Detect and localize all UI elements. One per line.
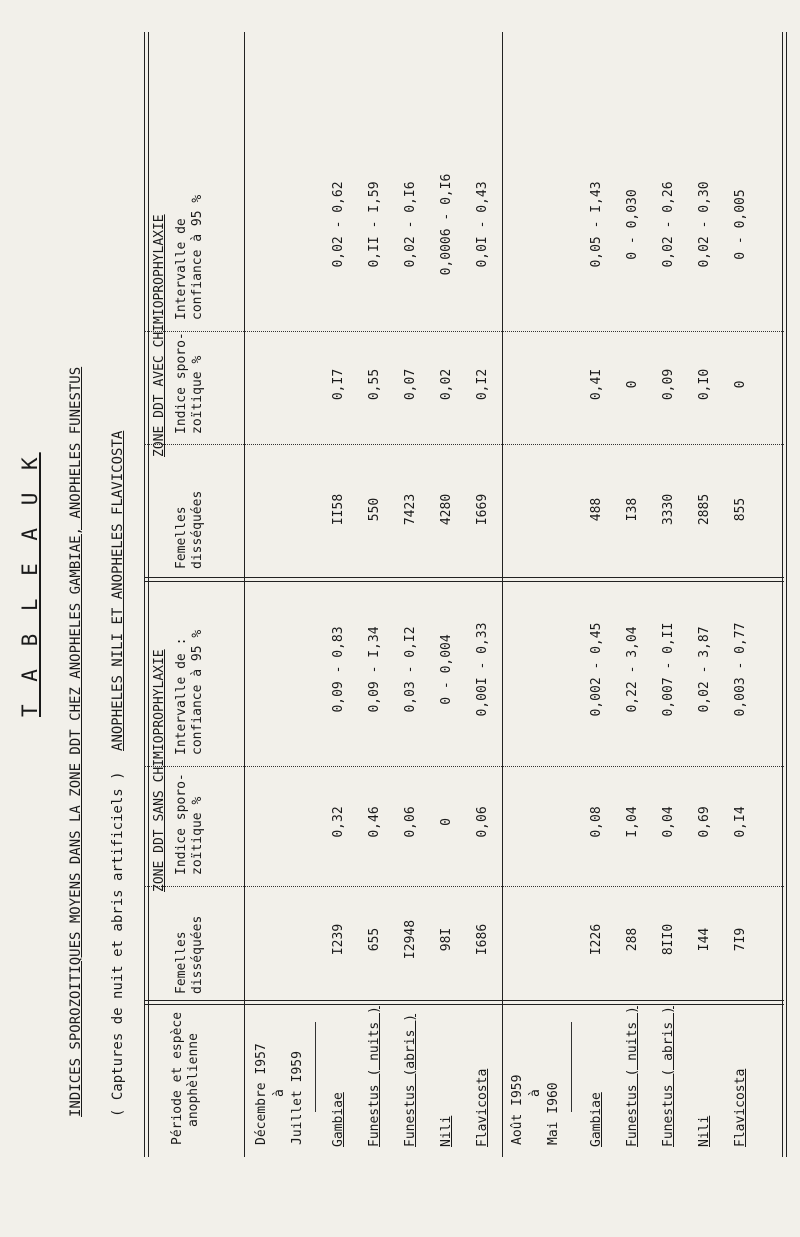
- header-femelles-2: Femelles disséquées: [174, 490, 205, 569]
- header-femelles-1: Femelles disséquées: [174, 915, 205, 994]
- header-zone-avec: ZONE DDT AVEC CHIMIOPROPHYLAXIE: [152, 214, 167, 457]
- table-row: Funestus ( abris ) 8II0 0,04 0,007 - 0,II 3330 0,09 0,02 - 0,26: [660, 181, 676, 1147]
- table-row: Nili I44 0,69 0,02 - 3,87 2885 0,I0 0,02 - 0,30: [696, 181, 712, 1147]
- header-indice-1: Indice sporo- zoïtique %: [174, 773, 205, 875]
- caption-species: ANOPHELES NILI ET ANOPHELES FLAVICOSTA: [110, 430, 126, 751]
- header-intervalle-1: Intervalle de : confiance à 95 %: [174, 629, 205, 755]
- period-rule: [571, 1022, 572, 1112]
- period-label: Août I959: [510, 1074, 525, 1145]
- data-table-period-2: [578, 122, 758, 1157]
- table-bottom-border: [782, 32, 787, 1157]
- page-caption: [110, 431, 126, 1117]
- table-top-border: [144, 32, 149, 1157]
- period-label: à: [272, 1089, 287, 1097]
- header-intervalle-2: Intervalle de confiance à 95 %: [174, 194, 205, 320]
- data-table-period-1: [320, 122, 500, 1157]
- period-rule: [315, 1022, 316, 1112]
- table-row: Nili 98I 0 0 - 0,004 4280 0,02 0,0006 - 0,I6: [438, 173, 454, 1147]
- caption-text: ( Captures de nuit et abris artificiels ): [110, 771, 126, 1117]
- period-label: Juillet I959: [290, 1051, 305, 1145]
- table-row: Flavicosta I686 0,06 0,00I - 0,33 I669 0,I2 0,0I - 0,43: [474, 181, 490, 1147]
- header-period: Période et espèce anophèlienne: [170, 1011, 201, 1145]
- period-separator: [502, 32, 503, 1157]
- period-label: Mai I960: [546, 1082, 561, 1145]
- period-label: Décembre I957: [254, 1043, 269, 1145]
- table-row: Funestus ( nuits ) 655 0,46 0,09 - I,34 550 0,55 0,II - I,59: [366, 181, 382, 1147]
- table-row: Gambiae I239 0,32 0,09 - 0,83 II58 0,I7 0,02 - 0,62: [330, 181, 346, 1147]
- header-bottom-rule: [244, 32, 245, 1157]
- header-zone-sans: ZONE DDT SANS CHIMIOPROPHYLAXIE: [152, 649, 167, 892]
- period-label: à: [528, 1089, 543, 1097]
- page-title: T A B L E A U K: [18, 452, 42, 717]
- page-subtitle: INDICES SPOROZOITIQUES MOYENS DANS LA ZONE DDT CHEZ ANOPHELES GAMBIAE, ANOPHELES FUNESTUS: [68, 366, 84, 1117]
- table-row: Funestus ( nuits ) 288 I,04 0,22 - 3,04 I38 0 0 - 0,030: [624, 189, 640, 1147]
- header-indice-2: Indice sporo- zoïtique %: [174, 332, 205, 434]
- table-row: Funestus (abris ) I2948 0,06 0,03 - 0,I2 7423 0,07 0,02 - 0,I6: [402, 181, 418, 1147]
- table-row: Gambiae I226 0,08 0,002 - 0,45 488 0,4I 0,05 - I,43: [588, 181, 604, 1147]
- table-row: Flavicosta 7I9 0,I4 0,003 - 0,77 855 0 0 - 0,005: [732, 189, 748, 1147]
